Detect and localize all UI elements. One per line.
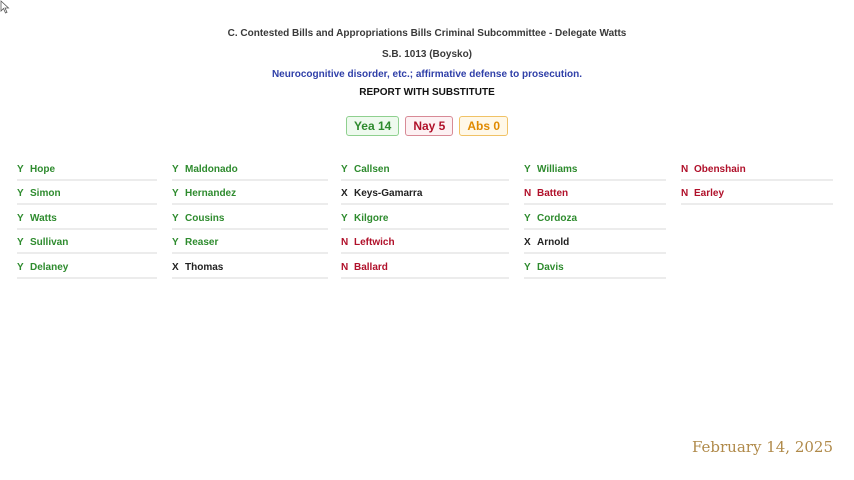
committee-action: REPORT WITH SUBSTITUTE xyxy=(359,87,495,98)
member-name: Davis xyxy=(537,261,564,273)
mouse-cursor-icon xyxy=(0,0,10,14)
member-name: Cordoza xyxy=(537,212,577,224)
member-name: Obenshain xyxy=(694,164,746,175)
yea-tally-badge: Yea 14 xyxy=(346,116,399,136)
vote-row xyxy=(524,209,666,230)
vote-row xyxy=(17,258,157,279)
vote-row xyxy=(524,184,666,205)
vote-mark: X xyxy=(341,188,348,200)
vote-row xyxy=(524,160,666,181)
vote-mark: Y xyxy=(341,212,348,224)
member-name: Sullivan xyxy=(30,237,69,249)
member-name: Cousins xyxy=(185,212,225,224)
vote-row xyxy=(681,184,833,205)
vote-row xyxy=(524,258,666,279)
vote-row xyxy=(172,160,328,181)
vote-row xyxy=(341,184,509,205)
vote-row xyxy=(172,258,328,279)
nay-tally-badge: Nay 5 xyxy=(405,116,453,136)
vote-tallies xyxy=(0,116,854,136)
vote-row xyxy=(172,209,328,230)
vote-mark: Y xyxy=(172,188,179,200)
vote-column-4 xyxy=(524,160,666,282)
vote-column-5 xyxy=(681,160,833,209)
vote-mark: Y xyxy=(172,212,179,224)
vote-mark: N xyxy=(341,261,349,273)
member-name: Kilgore xyxy=(354,212,389,224)
vote-mark: N xyxy=(524,188,532,200)
vote-mark: Y xyxy=(17,164,24,175)
vote-row xyxy=(524,233,666,254)
member-name: Batten xyxy=(537,188,569,200)
vote-row xyxy=(17,184,157,205)
vote-mark: Y xyxy=(341,164,348,175)
vote-mark: N xyxy=(681,188,689,200)
vote-mark: Y xyxy=(17,212,24,224)
abs-tally-badge: Abs 0 xyxy=(459,116,508,136)
vote-row xyxy=(172,233,328,254)
vote-mark: Y xyxy=(17,237,24,249)
member-name: Hernandez xyxy=(185,188,237,200)
committee-title: C. Contested Bills and Appropriations Bills Criminal Subcommittee - Delegate Watts xyxy=(227,28,627,39)
vote-row xyxy=(17,160,157,181)
member-name: Earley xyxy=(694,188,725,200)
member-name: Simon xyxy=(30,188,61,200)
meeting-date: February 14, 2025 xyxy=(691,438,833,456)
vote-column-3 xyxy=(341,160,509,282)
member-name: Maldonado xyxy=(185,164,238,175)
vote-column-2 xyxy=(172,160,328,282)
member-name: Callsen xyxy=(354,164,390,175)
member-name: Watts xyxy=(30,212,57,224)
vote-mark: X xyxy=(172,261,179,273)
member-name: Ballard xyxy=(354,261,388,273)
vote-mark: Y xyxy=(17,261,24,273)
vote-mark: Y xyxy=(172,237,179,249)
member-name: Thomas xyxy=(185,261,224,273)
member-name: Williams xyxy=(537,164,578,175)
vote-mark: Y xyxy=(17,188,24,200)
vote-mark: Y xyxy=(524,261,531,273)
vote-row xyxy=(341,209,509,230)
member-name: Leftwich xyxy=(354,237,395,249)
vote-column-1 xyxy=(17,160,157,282)
vote-row xyxy=(341,233,509,254)
member-name: Hope xyxy=(30,164,55,175)
vote-row xyxy=(681,160,833,181)
vote-row xyxy=(341,258,509,279)
member-name: Delaney xyxy=(30,261,69,273)
vote-mark: N xyxy=(341,237,349,249)
vote-mark: Y xyxy=(172,164,179,175)
member-name: Reaser xyxy=(185,237,219,249)
vote-row xyxy=(17,233,157,254)
vote-mark: N xyxy=(681,164,689,175)
vote-row xyxy=(17,209,157,230)
member-name: Arnold xyxy=(537,237,570,249)
vote-row xyxy=(172,184,328,205)
vote-row xyxy=(341,160,509,181)
vote-mark: Y xyxy=(524,164,531,175)
vote-mark: Y xyxy=(524,212,531,224)
vote-mark: X xyxy=(524,237,531,249)
bill-description: Neurocognitive disorder, etc.; affirmative defense to prosecution. xyxy=(271,69,583,80)
bill-number: S.B. 1013 (Boysko) xyxy=(381,49,473,60)
member-name: Keys-Gamarra xyxy=(354,188,423,200)
